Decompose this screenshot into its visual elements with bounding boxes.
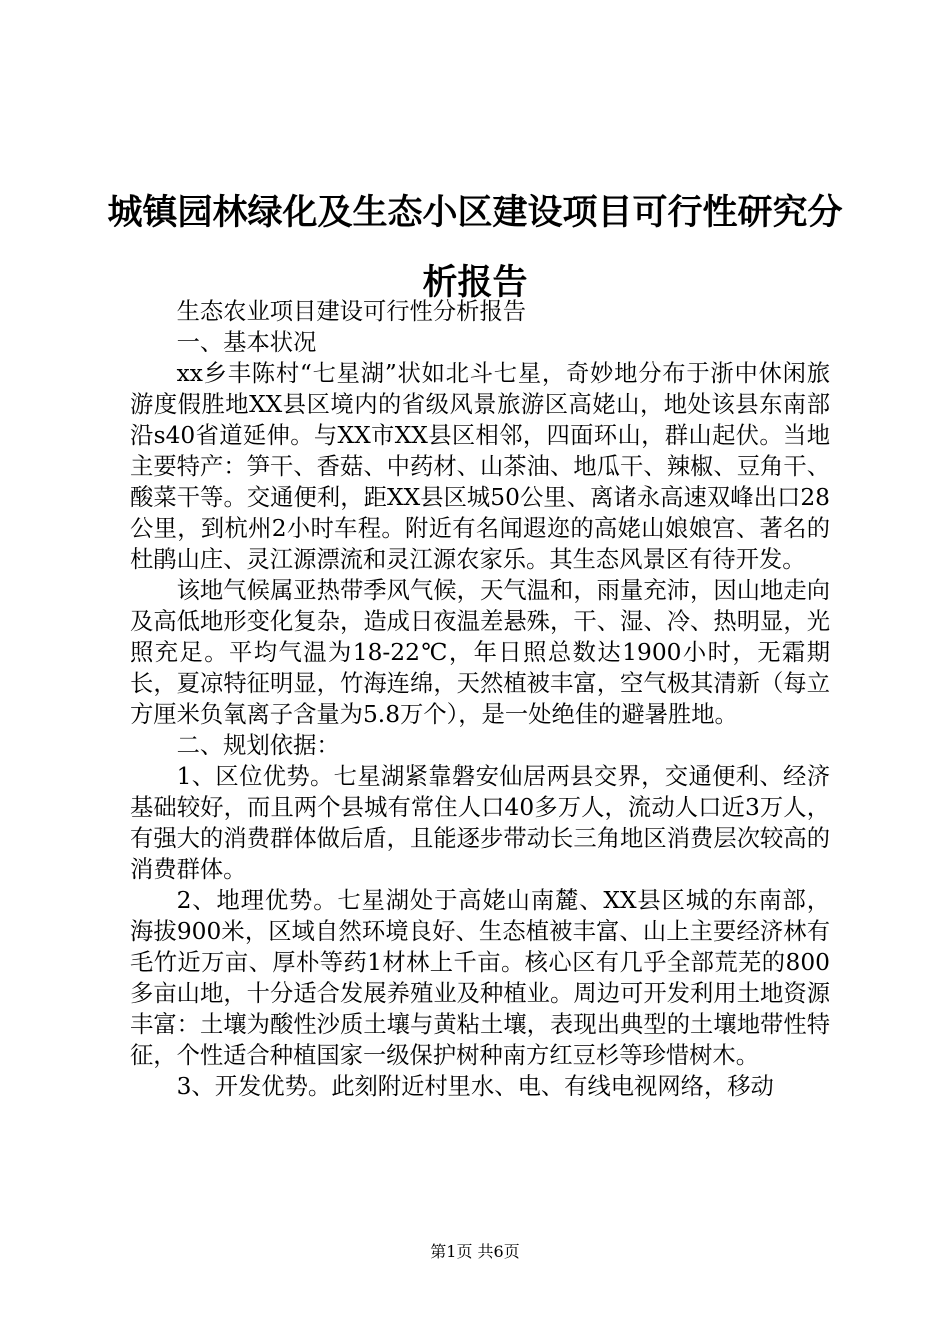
document-body [130, 296, 830, 1102]
section-heading-basic-status: 一、基本状况 [176, 329, 317, 356]
paragraph-location: xx乡丰陈村“七星湖”状如北斗七星，奇妙地分布于浙中休闲旅游度假胜地XX县区境内的省级风景旅游区高姥山，地处该县东南部沿s40省道延伸。与XX市XX县区相邻，四面环山，群山起伏。当地主要特产：笋干、香菇、中药材、山茶油、地瓜干、辣椒、豆角干、酸菜干等。交通便利，距XX县区城50公里、离诸永高速双峰出口28公里，到杭州2小时车程。附近有名闻遐迩的高姥山娘娘宫、著名的杜鹃山庄、灵江源漂流和灵江源农家乐。其生态风景区有待开发。 [130, 360, 830, 573]
paragraph-development-advantage: 3、开发优势。此刻附近村里水、电、有线电视网络，移动 [176, 1073, 774, 1100]
paragraph-climate: 该地气候属亚热带季风气候，天气温和，雨量充沛，因山地走向及高低地形变化复杂，造成日夜温差悬殊，干、湿、冷、热明显，光照充足。平均气温为18-22℃，年日照总数达1900小时，无霜期长，夏凉特征明显，竹海连绵，天然植被丰富，空气极其清新（每立方厘米负氧离子含量为5.8万个），是一处绝佳的避暑胜地。 [130, 577, 830, 728]
paragraph-location-advantage: 1、区位优势。七星湖紧靠磐安仙居两县交界，交通便利、经济基础较好，而且两个县城有常住人口40多万人，流动人口近3万人，有强大的消费群体做后盾，且能逐步带动长三角地区消费层次较高的消费群体。 [130, 763, 830, 883]
paragraph-geographic-advantage: 2、地理优势。七星湖处于高姥山南麓、XX县区城的东南部，海拔900米，区域自然环境良好、生态植被丰富、山上主要经济林有毛竹近万亩、厚朴等药1材林上千亩。核心区有几乎全部荒芜的800多亩山地，十分适合发展养殖业及种植业。周边可开发利用土地资源丰富：土壤为酸性沙质土壤与黄粘土壤，表现出典型的土壤地带性特征，个性适合种植国家一级保护树种南方红豆杉等珍惜树木。 [130, 887, 830, 1069]
document-title: 城镇园林绿化及生态小区建设项目可行性研究分析报告 [107, 192, 843, 303]
paragraph-subtitle: 生态农业项目建设可行性分析报告 [176, 298, 527, 325]
page-footer: 第1页 共6页 [430, 1242, 520, 1261]
section-heading-planning-basis: 二、规划依据： [176, 732, 340, 759]
